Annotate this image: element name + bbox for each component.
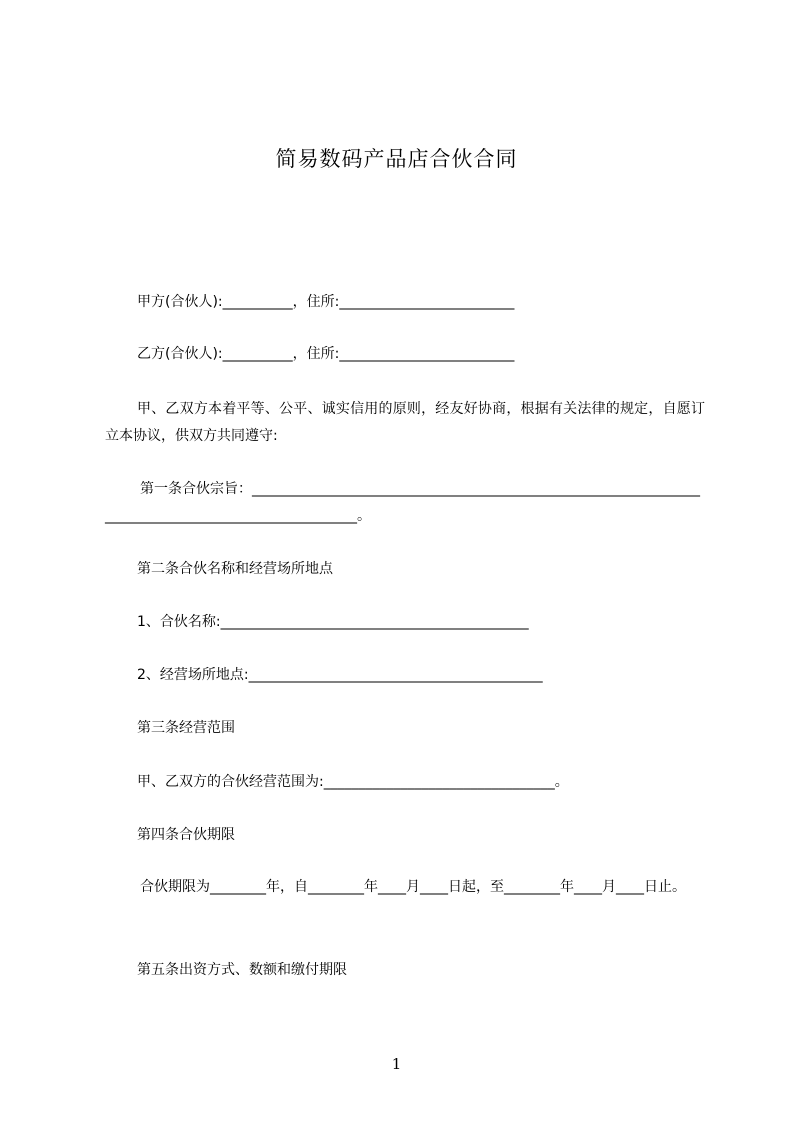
article2-item2: 2、经营场所地点:__________________________________________ bbox=[137, 667, 543, 683]
article1-line1: 第一条合伙宗旨：________________________________________________________________ bbox=[140, 481, 700, 497]
article4-heading: 第四条合伙期限 bbox=[137, 827, 235, 843]
article4-text: 合伙期限为________年，自________年____月____日起，至________年____月____日止。 bbox=[140, 879, 686, 895]
article2-item1: 1、合伙名称:____________________________________________ bbox=[137, 614, 529, 630]
article1-line2: ____________________________________。 bbox=[105, 508, 371, 524]
party-a-line: 甲方(合伙人):__________，住所:_________________________ bbox=[137, 294, 515, 310]
page-number: 1 bbox=[391, 1055, 402, 1073]
preamble-paragraph: 甲、乙双方本着平等、公平、诚实信用的原则，经友好协商，根据有关法律的规定，自愿订立本协议，供双方共同遵守: bbox=[105, 401, 705, 444]
article3-text: 甲、乙双方的合伙经营范围为:_________________________________。 bbox=[137, 774, 569, 790]
article2-heading: 第二条合伙名称和经营场所地点 bbox=[137, 561, 333, 577]
article5-heading: 第五条出资方式、数额和缴付期限 bbox=[137, 962, 347, 978]
document-title: 简易数码产品店合伙合同 bbox=[275, 147, 518, 171]
party-b-line: 乙方(合伙人):__________，住所:_________________________ bbox=[137, 346, 515, 362]
article3-heading: 第三条经营范围 bbox=[137, 720, 235, 736]
